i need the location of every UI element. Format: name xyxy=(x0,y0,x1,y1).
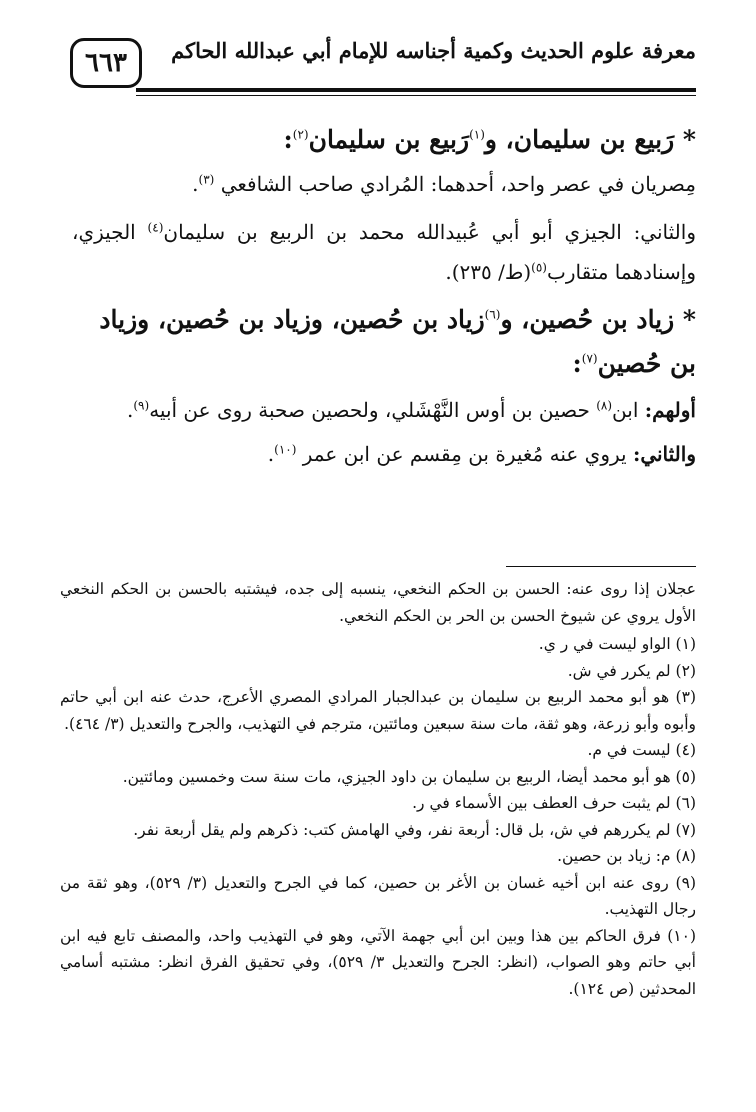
paragraph-text: والثاني: الجيزي أبو أبي عُبيدالله محمد بن الربيع بن سليمان xyxy=(163,220,696,244)
paragraph-label: أولهم: xyxy=(644,398,696,422)
heading-text: * رَبيع بن سليمان، و xyxy=(484,125,696,154)
footnote-ref: (٣) xyxy=(198,172,215,187)
paragraph-tail: . xyxy=(127,398,134,422)
footnote-ref: (٤) xyxy=(147,220,164,235)
paragraph-label: والثاني: xyxy=(632,442,696,466)
heading-text: رَبيع بن سليمان xyxy=(308,125,470,154)
footnote-8: (٨) م: زياد بن حصين. xyxy=(557,847,696,865)
footnote-2: (٢) لم يكرر في ش. xyxy=(567,661,696,680)
page-header xyxy=(70,30,696,100)
paragraph-text: مِصريان في عصر واحد، أحدهما: المُرادي صاحب الشافعي xyxy=(220,172,696,196)
paragraph-ziyad-1 xyxy=(72,390,696,430)
footnote-ref: (٩) xyxy=(133,398,150,413)
footnote-4: (٤) ليست في م. xyxy=(587,741,696,759)
main-text xyxy=(72,118,696,474)
page-number: ٦٦٣ xyxy=(70,38,142,88)
paragraph-text: حصين بن أوس النَّهْشَلي، ولحصين صحبة روى عن أبيه xyxy=(149,398,597,422)
footnote-6: (٦) لم يثبت حرف العطف بين الأسماء في ر. xyxy=(412,794,696,812)
footnote-1: (١) الواو ليست في ر ي. xyxy=(538,635,696,653)
paragraph-rabi-2 xyxy=(72,212,696,292)
footnote-ref: (١٠) xyxy=(274,442,297,457)
paragraph-rabi-1 xyxy=(72,164,696,204)
footnote-5: (٥) هو أبو محمد أيضا، الربيع بن سليمان بن داود الجيزي، مات سنة ست وخمسين ومائتين. xyxy=(122,767,696,786)
footnote-ref: (٢) xyxy=(292,127,309,142)
footnote-7: (٧) لم يكررهم في ش، بل قال: أربعة نفر، وفي الهامش كتب: ذكرهم ولم يقل أربعة نفر. xyxy=(133,820,696,839)
paragraph-tail: . xyxy=(192,172,199,196)
footnote-ref: (٧) xyxy=(581,351,598,366)
entry-heading-ziyad xyxy=(72,298,696,386)
footnote-ref: (٥) xyxy=(531,260,547,275)
heading-text: زياد بن حُصين، وزياد بن حُصين، وزياد بن حُصين xyxy=(99,305,696,378)
footnote-ref: (١) xyxy=(469,127,485,142)
paragraph-text: ابن xyxy=(612,398,645,422)
footnotes xyxy=(60,576,696,1002)
paragraph-tail: . xyxy=(267,442,275,466)
paragraph-text: الجيزي، وإسنادهما متقارب xyxy=(72,220,696,284)
running-title: معرفة علوم الحديث وكمية أجناسه للإمام أبي عبدالله الحاكم xyxy=(171,38,696,63)
heading-colon: : xyxy=(283,125,293,154)
header-rule-thin xyxy=(136,95,696,96)
footnote-3: (٣) هو أبو محمد الربيع بن سليمان بن عبدالجبار المرادي المصري الأعرج، حدث عنه ابن أبي حاتم وأبوه وأبو زرعة، وهو ثقة، مات سنة سبعين ومائتين، مترجم في التهذيب، والجرح والتعديل (٣/ ٤٦٤). xyxy=(60,688,696,733)
footnote-9: (٩) روى عنه ابن أخيه غسان بن الأغر بن حصين، كما في الجرح والتعديل (٣/ ٥٢٩)، وهو ثقة من رجال التهذيب. xyxy=(60,873,696,918)
entry-heading-rabi xyxy=(72,118,696,162)
paragraph-text: يروي عنه مُغيرة بن مِقسم عن ابن عمر xyxy=(302,442,633,466)
header-rule-thick xyxy=(136,88,696,92)
footnote-ref: (٦) xyxy=(484,307,501,322)
footnote-10: (١٠) فرق الحاكم بين هذا وبين ابن أبي جهمة الآتي، وهو في التهذيب واحد، والمصنف تابع فيه ابن أبي حاتم وهو الصواب، (انظر: الجرح والتعديل ٣/ ٥٢٩)، وفي تحقيق الفرق انظر: مشتبه أسامي المحدثين (ص ١٢٤). xyxy=(60,926,696,998)
page-ref: (ط/ ٢٣٥). xyxy=(445,260,532,284)
footnote-ref: (٨) xyxy=(596,398,613,413)
paragraph-ziyad-2 xyxy=(72,434,696,474)
footnote-carryover: عجلان إذا روى عنه: الحسن بن الحكم النخعي، ينسبه إلى جده، فيشتبه بالحسن بن الحكم النخعي الأول يروي عن شيوخ الحسن بن الحر بن الحكم النخعي. xyxy=(60,580,696,625)
heading-colon: : xyxy=(572,349,582,378)
heading-text: * زياد بن حُصين، و xyxy=(500,305,696,334)
footnote-separator xyxy=(506,566,696,567)
